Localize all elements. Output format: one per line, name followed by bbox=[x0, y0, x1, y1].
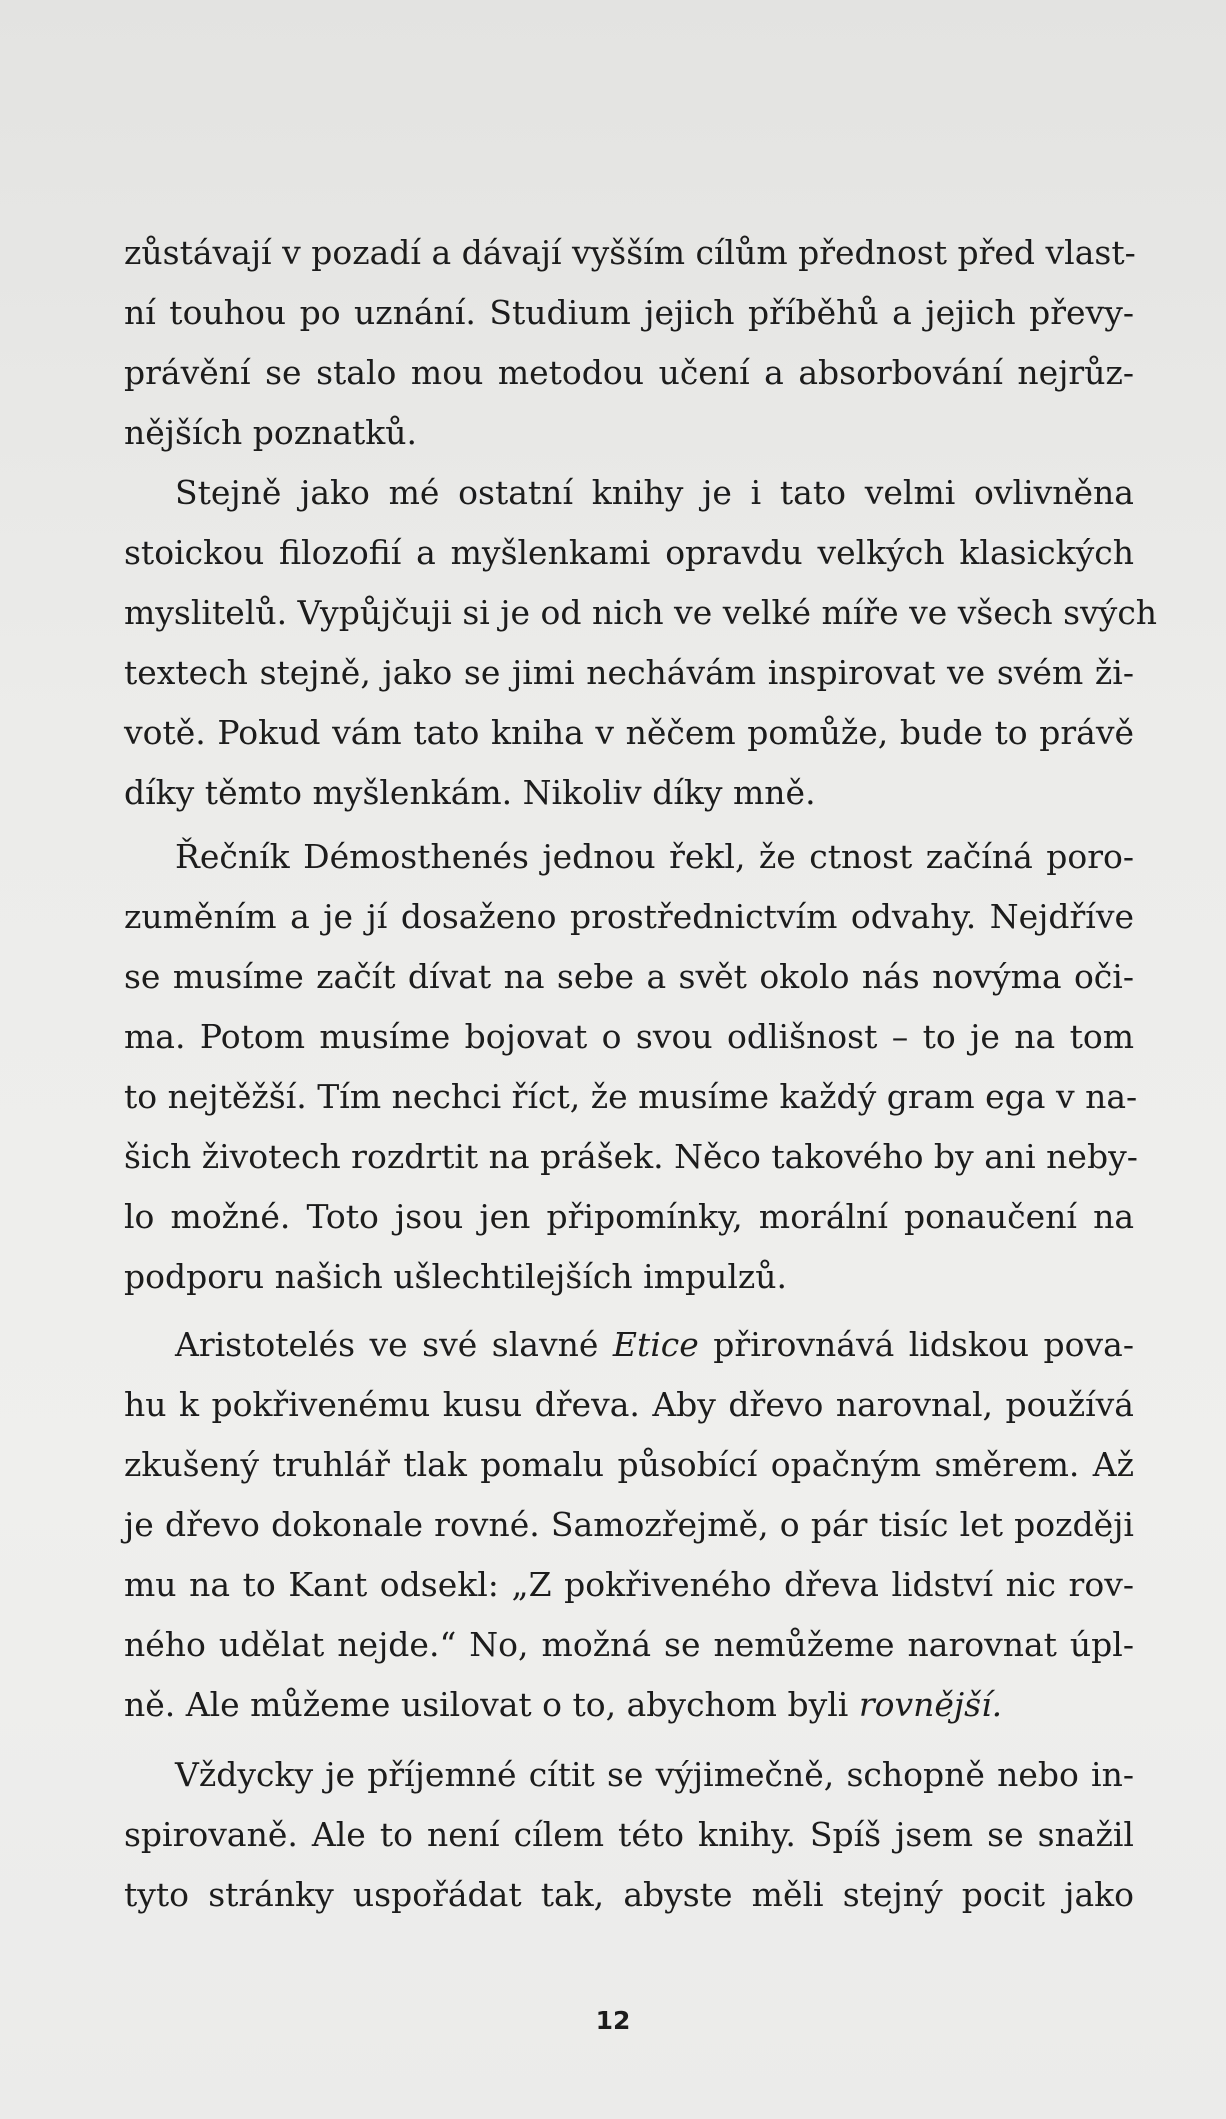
text-line: podporu našich ušlechtilejších impulzů. bbox=[124, 1257, 788, 1296]
text-line: lo možné. Toto jsou jen připomínky, morální ponaučení na bbox=[124, 1197, 1134, 1236]
page-number: 12 bbox=[595, 2006, 631, 2035]
text-line: votě. Pokud vám tato kniha v něčem pomůže, bude to právě bbox=[124, 713, 1134, 752]
italic-book-title: Etice bbox=[612, 1325, 699, 1364]
text-line: hu k pokřivenému kusu dřeva. Aby dřevo narovnal, používá bbox=[124, 1385, 1134, 1424]
text-line: právění se stalo mou metodou učení a absorbování nejrůz- bbox=[124, 353, 1134, 392]
text-line: šich životech rozdrtit na prášek. Něco takového by ani neby- bbox=[124, 1137, 1138, 1176]
text-segment: ně. Ale můžeme usilovat o to, abychom byli bbox=[124, 1685, 849, 1724]
text-line: zůstávají v pozadí a dávají vyšším cílům přednost před vlast- bbox=[124, 233, 1136, 272]
text-line: textech stejně, jako se jimi nechávám inspirovat ve svém ži- bbox=[124, 653, 1134, 692]
text-line: se musíme začít dívat na sebe a svět okolo nás novýma oči- bbox=[124, 957, 1134, 996]
text-segment: přirovnává lidskou pova- bbox=[713, 1325, 1135, 1364]
text-line: tyto stránky uspořádat tak, abyste měli stejný pocit jako bbox=[124, 1875, 1134, 1914]
text-segment: Aristotelés ve své slavné bbox=[175, 1325, 599, 1364]
text-line: to nejtěžší. Tím nechci říct, že musíme každý gram ega v na- bbox=[124, 1077, 1138, 1116]
text-line bbox=[175, 1320, 1134, 1370]
italic-emphasis: rovnější. bbox=[858, 1685, 1003, 1724]
text-line: Řečník Démosthenés jednou řekl, že ctnost začíná poro- bbox=[175, 837, 1134, 876]
text-line: myslitelů. Vypůjčuji si je od nich ve velké míře ve všech svých bbox=[124, 593, 1158, 632]
text-line: ného udělat nejde.“ No, možná se nemůžeme narovnat úpl- bbox=[124, 1625, 1134, 1664]
text-line: Vždycky je příjemné cítit se výjimečně, schopně nebo in- bbox=[175, 1755, 1134, 1794]
text-line: stoickou filozofií a myšlenkami opravdu velkých klasických bbox=[124, 533, 1134, 572]
text-line: je dřevo dokonale rovné. Samozřejmě, o pár tisíc let později bbox=[124, 1505, 1134, 1544]
text-line: zuměním a je jí dosaženo prostřednictvím odvahy. Nejdříve bbox=[124, 897, 1134, 936]
text-line: Stejně jako mé ostatní knihy je i tato velmi ovlivněna bbox=[175, 473, 1134, 512]
text-line: ma. Potom musíme bojovat o svou odlišnost – to je na tom bbox=[124, 1017, 1134, 1056]
text-line: díky těmto myšlenkám. Nikoliv díky mně. bbox=[124, 773, 816, 812]
text-line: zkušený truhlář tlak pomalu působící opačným směrem. Až bbox=[124, 1445, 1134, 1484]
text-line: nějších poznatků. bbox=[124, 413, 418, 452]
text-line: mu na to Kant odsekl: „Z pokřiveného dřeva lidství nic rov- bbox=[124, 1565, 1134, 1604]
text-line bbox=[124, 1680, 1134, 1730]
text-line: ní touhou po uznání. Studium jejich příběhů a jejich převy- bbox=[124, 293, 1134, 332]
text-line: spirovaně. Ale to není cílem této knihy. Spíš jsem se snažil bbox=[124, 1815, 1134, 1854]
